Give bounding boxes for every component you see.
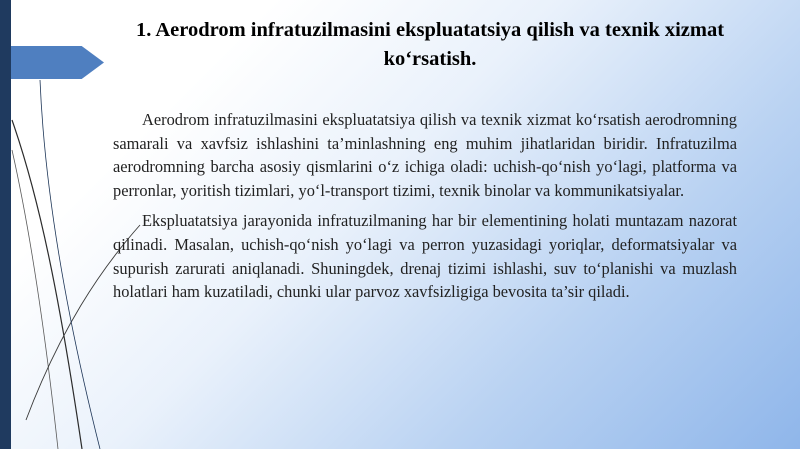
body-paragraph-1: Aerodrom infratuzilmasini ekspluatatsiya qilish va texnik xizmat ko‘rsatish aerodromning samarali va xavfsiz ishlashini ta’minlashning eng muhim jihatlaridan biridir. Infratuzilma aerodromning barcha asosiy qismlarini o‘z ichiga oladi: uchish-qo‘nish yo‘lagi, platforma va perronlar, yoritish tizimlari, yo‘l-transport tizimi, texnik binolar va kommunikatsiyalar.: [113, 110, 737, 200]
body-paragraph-2: Ekspluatatsiya jarayonida infratuzilmaning har bir elementining holati muntazam nazorat qilinadi. Masalan, uchish-qo‘nish yo‘lagi va perron yuzasidagi yoriqlar, deformatsiyalar va supurish zarurati aniqlanadi. Shuningdek, drenaj tizimi ishlashi, suv to‘planishi va muzlash holatlari ham kuzatiladi, chunki ular parvoz xavfsizligiga bevosita ta’sir qiladi.: [113, 211, 737, 302]
slide-body: [113, 108, 737, 311]
decorative-curve-4: [40, 80, 100, 449]
slide-title: 1. Aerodrom infratuzilmasini ekspluatatsiya qilish va texnik xizmat ko‘rsatish.: [135, 19, 725, 70]
